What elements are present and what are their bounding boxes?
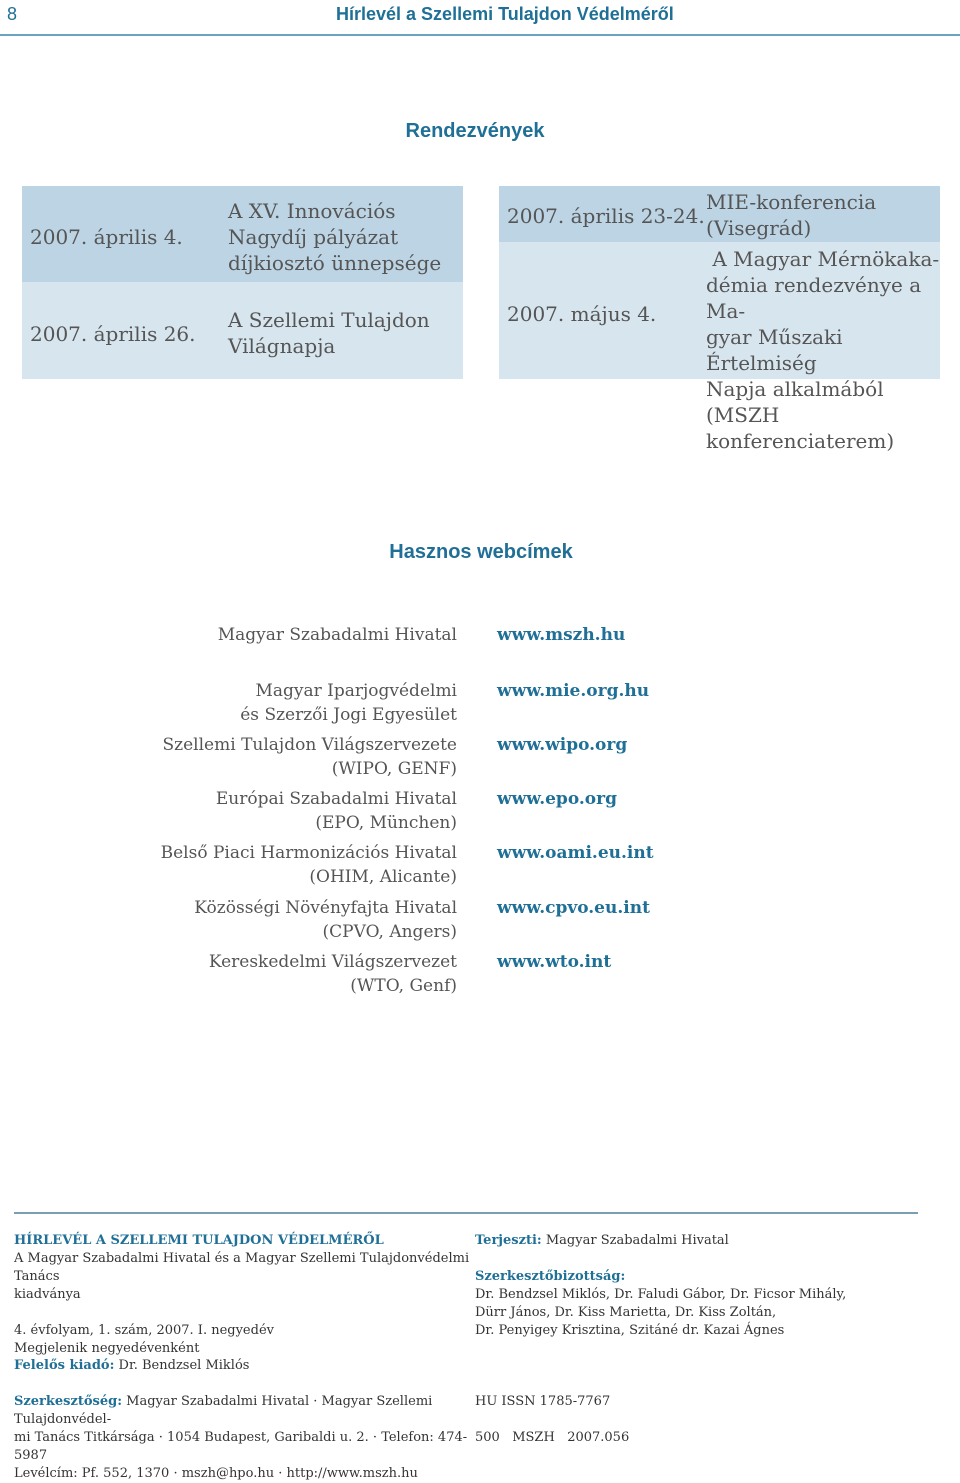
event-description: MIE-konferencia (Visegrád) [706, 190, 877, 240]
link-org-name: Magyar Szabadalmi Hivatal [217, 625, 457, 645]
link-org-name: Európai Szabadalmi Hivatal (EPO, München) [215, 789, 457, 833]
print-code: 500 MSZH 2007.056 [475, 1430, 630, 1445]
event-date: 2007. május 4. [507, 302, 657, 326]
event-description: A XV. Innovációs Nagydíj pályázat díjkiosztó ünnepsége [228, 199, 442, 275]
link-url[interactable]: www.wto.int [497, 952, 612, 972]
link-org-name: Magyar Iparjogvédelmi és Szerzői Jogi Egyesület [240, 681, 457, 725]
events-right-panel [499, 186, 940, 453]
responsible-publisher: Felelős kiadó: Dr. Bendzsel Miklós [14, 1358, 250, 1373]
page-number: 8 [7, 4, 18, 24]
link-url[interactable]: www.mie.org.hu [497, 681, 650, 701]
event-description: A Magyar Mérnökaka- démia rendezvénye a Ma- gyar Műszaki Értelmiség Napja alkalmából (MSZH konferenciaterem) [706, 247, 940, 453]
link-url[interactable]: www.epo.org [497, 789, 617, 809]
colophon-right: Terjeszti: Magyar Szabadalmi Hivatal Szerkesztőbizottság: Dr. Bendzsel Miklós, Dr. Faludi Gábor, Dr. Ficsor Mihály, Dürr János, Dr. Kiss Marietta, Dr. Kiss Zoltán, Dr. Penyigey Krisztina, Szitáné dr. Kazai Ágnes [475, 1233, 847, 1338]
link-org-name: Belső Piaci Harmonizációs Hivatal (OHIM, Alicante) [160, 843, 457, 887]
issn: HU ISSN 1785-7767 [475, 1394, 611, 1409]
event-date: 2007. április 23-24. [507, 204, 705, 228]
link-org-name: Kereskedelmi Világszervezet (WTO, Genf) [208, 952, 457, 996]
running-title: Hírlevél a Szellemi Tulajdon Védelméről [336, 4, 674, 24]
events-title: Rendezvények [405, 120, 545, 142]
events-left-panel [22, 186, 463, 379]
masthead: HÍRLEVÉL A SZELLEMI TULAJDON VÉDELMÉRŐL [14, 1233, 384, 1248]
link-url[interactable]: www.mszh.hu [497, 625, 626, 645]
link-org-name: Szellemi Tulajdon Világszervezete (WIPO, GENF) [162, 735, 457, 779]
header-rule [0, 34, 960, 36]
link-url[interactable]: www.cpvo.eu.int [497, 898, 650, 918]
link-org-name: Közösségi Növényfajta Hivatal (CPVO, Angers) [194, 898, 457, 942]
link-url[interactable]: www.oami.eu.int [497, 843, 654, 863]
links-title: Hasznos webcímek [389, 541, 573, 563]
footer-rule [14, 1212, 918, 1214]
event-date: 2007. április 4. [30, 225, 183, 249]
link-url[interactable]: www.wipo.org [497, 735, 628, 755]
editorial-office: Szerkesztőség: Magyar Szabadalmi Hivatal · Magyar Szellemi Tulajdonvédel- mi Tanács Titkársága · 1054 Budapest, Garibaldi u. 2. · Telefon: 474-5987 Levélcím: Pf. 552, 1370 · mszh@hpo.hu · http://www.mszh.hu [14, 1394, 468, 1481]
colophon-left: HÍRLEVÉL A SZELLEMI TULAJDON VÉDELMÉRŐL A Magyar Szabadalmi Hivatal és a Magyar Szellemi Tulajdonvédelmi Tanács kiadványa 4. évfolyam, 1. szám, 2007. I. negyedév Megjelenik negyedévenként [14, 1232, 474, 1358]
event-date: 2007. április 26. [30, 322, 196, 346]
event-description: A Szellemi Tulajdon Világnapja [228, 308, 430, 358]
